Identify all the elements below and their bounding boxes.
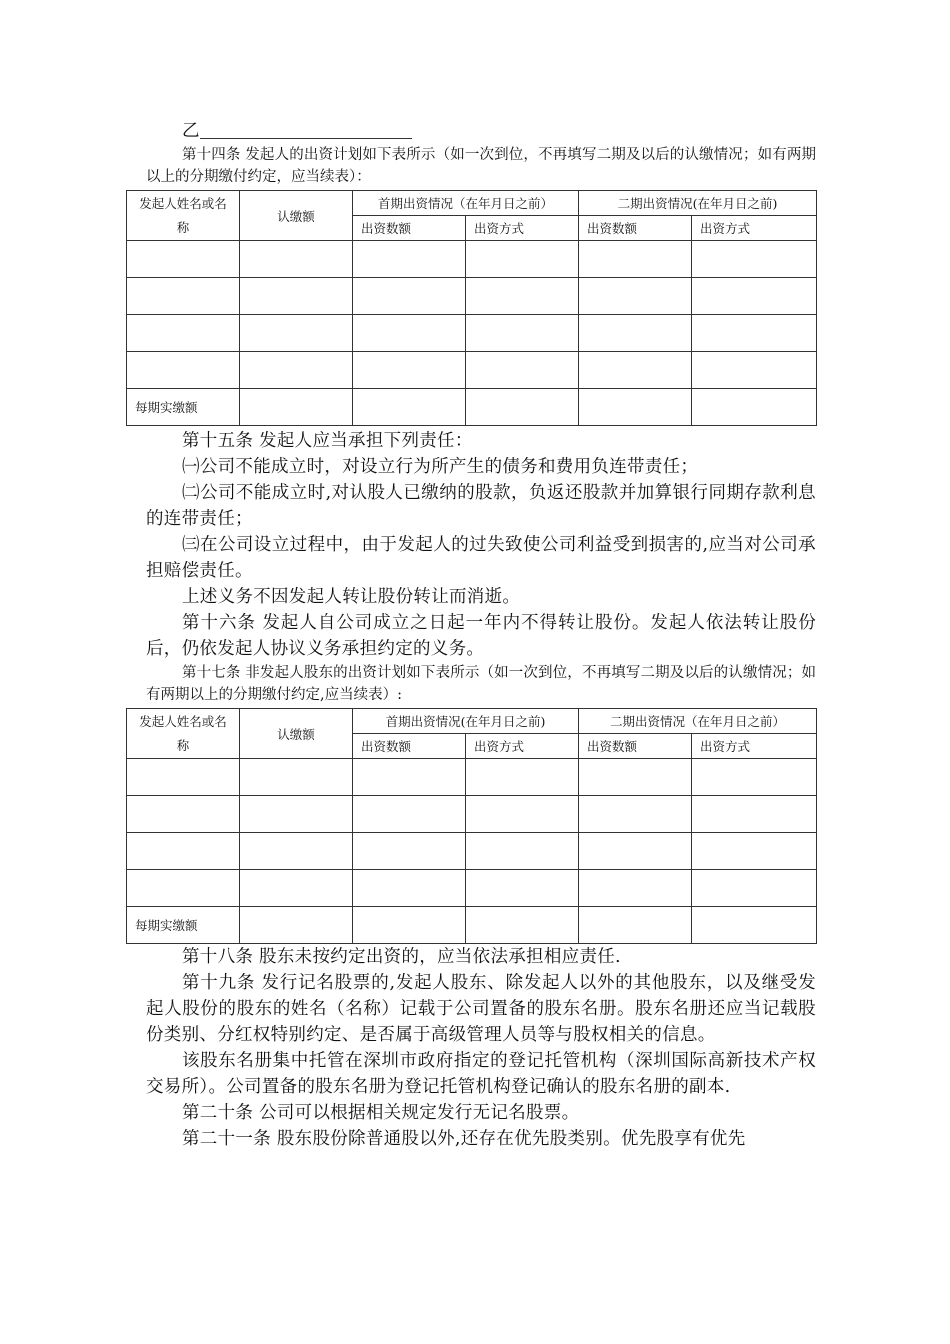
blank-underline — [200, 120, 412, 139]
header-method-2: 出资方式 — [692, 216, 817, 241]
article-15-item-3: ㈢在公司设立过程中，由于发起人的过失致使公司利益受到损害的,应当对公司承担赔偿责任。 — [146, 535, 816, 581]
article-17: 第十七条 非发起人股东的出资计划如下表所示（如一次到位，不再填写二期及以后的认缴情况；如有两期以上的分期缴付约定,应当续表）: — [146, 665, 816, 703]
article-20: 第二十条 公司可以根据相关规定发行无记名股票。 — [182, 1103, 580, 1123]
article-19-b: 该股东名册集中托管在深圳市政府指定的登记托管机构（深圳国际高新技术产权交易所）。公司置备的股东名册为登记托管机构登记确认的股东名册的副本. — [146, 1051, 816, 1097]
article-19: 第十九条 发行记名股票的,发起人股东、除发起人以外的其他股东，以及继受发起人股份的股东的姓名（名称）记载于公司置备的股东名册。股东名册还应当记载股份类别、分红权特别约定、是否属于高级管理人员等与股权相关的信息。 — [146, 973, 816, 1045]
article-21: 第二十一条 股东股份除普通股以外,还存在优先股类别。优先股享有优先 — [182, 1129, 746, 1149]
header-method-1: 出资方式 — [466, 734, 579, 759]
table-footer-row — [127, 907, 817, 944]
table-row — [127, 796, 817, 833]
article-15-item-2: ㈡公司不能成立时,对认股人已缴纳的股款，负返还股款并加算银行同期存款利息的连带责任； — [146, 483, 816, 529]
header-amount-1: 出资数额 — [353, 734, 466, 759]
header-amount-1: 出资数额 — [353, 216, 466, 241]
table-row — [127, 352, 817, 389]
header-period1: 首期出资情况(在年月日之前) — [353, 709, 579, 734]
header-period2: 二期出资情况（在年月日之前） — [579, 709, 817, 734]
article-14: 第十四条 发起人的出资计划如下表所示（如一次到位，不再填写二期及以后的认缴情况；如有两期以上的分期缴付约定，应当续表）： — [146, 147, 816, 185]
article-15-title: 第十五条 发起人应当承担下列责任： — [182, 431, 473, 451]
footer-label: 每期实缴额 — [127, 907, 240, 944]
table-row — [127, 833, 817, 870]
header-subscribed: 认缴额 — [240, 191, 353, 241]
table-row — [127, 870, 817, 907]
table-row — [127, 759, 817, 796]
header-period2: 二期出资情况(在年月日之前) — [579, 191, 817, 216]
article-16: 第十六条 发起人自公司成立之日起一年内不得转让股份。发起人依法转让股份后，仍依发起人协议义务承担约定的义务。 — [146, 613, 816, 659]
table-row — [127, 278, 817, 315]
header-subscribed: 认缴额 — [240, 709, 353, 759]
footer-label: 每期实缴额 — [127, 389, 240, 426]
table-row — [127, 241, 817, 278]
contribution-table-2 — [126, 708, 817, 944]
table-footer-row — [127, 389, 817, 426]
header-amount-2: 出资数额 — [579, 216, 692, 241]
header-method-1: 出资方式 — [466, 216, 579, 241]
header-amount-2: 出资数额 — [579, 734, 692, 759]
intro-line — [146, 118, 816, 144]
header-method-2: 出资方式 — [692, 734, 817, 759]
article-15-note: 上述义务不因发起人转让股份转让而消逝。 — [182, 587, 521, 607]
article-18: 第十八条 股东未按约定出资的，应当依法承担相应责任. — [182, 947, 621, 967]
document-page — [135, 118, 816, 1152]
header-name: 发起人姓名或名称 — [127, 191, 240, 241]
table-row — [127, 315, 817, 352]
header-name: 发起人姓名或名称 — [127, 709, 240, 759]
header-period1: 首期出资情况（在年月日之前） — [353, 191, 579, 216]
intro-prefix: 乙 — [182, 121, 200, 141]
contribution-table-1 — [126, 190, 817, 426]
article-15-item-1: ㈠公司不能成立时，对设立行为所产生的债务和费用负连带责任； — [182, 457, 699, 477]
